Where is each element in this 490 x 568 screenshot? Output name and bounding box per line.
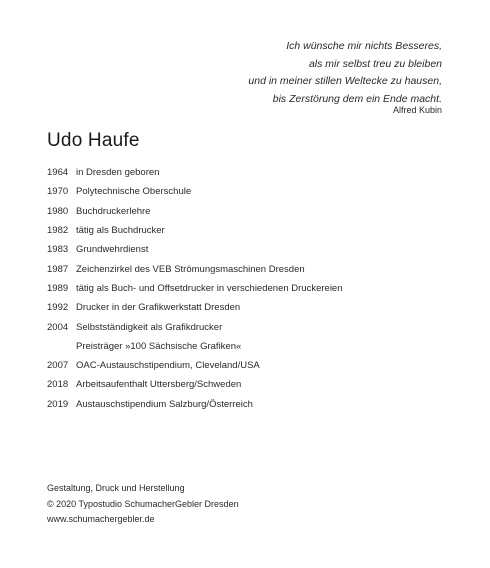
colophon bbox=[47, 481, 239, 528]
colophon-credit: Gestaltung, Druck und Herstellung bbox=[47, 483, 185, 493]
bio-text: Buchdruckerlehre bbox=[76, 205, 151, 217]
bio-year: 1987 bbox=[47, 263, 69, 275]
bio-year: 1970 bbox=[47, 186, 69, 198]
bio-year: 1983 bbox=[47, 244, 69, 256]
bio-row bbox=[47, 375, 447, 394]
bio-row bbox=[47, 298, 447, 317]
artist-name: Udo Haufe bbox=[47, 130, 140, 151]
bio-text: OAC-Austauschstipendium, Cleveland/USA bbox=[76, 360, 260, 372]
colophon-website: www.schumachergebler.de bbox=[47, 514, 155, 524]
bio-year: 2019 bbox=[47, 398, 69, 410]
bio-year: 1964 bbox=[47, 167, 69, 179]
biography-list bbox=[47, 163, 447, 414]
bio-row bbox=[47, 182, 447, 201]
bio-row bbox=[47, 279, 447, 298]
colophon-copyright: © 2020 Typostudio SchumacherGebler Dresden bbox=[47, 498, 239, 509]
epigraph-quote bbox=[142, 38, 442, 108]
bio-text: in Dresden geboren bbox=[76, 167, 160, 179]
bio-year: 2004 bbox=[47, 321, 69, 333]
quote-line: und in meiner stillen Weltecke zu hausen, bbox=[248, 75, 442, 87]
bio-text: Zeichenzirkel des VEB Strömungsmaschinen Dresden bbox=[76, 263, 305, 275]
bio-text: tätig als Buch- und Offsetdrucker in verschiedenen Druckereien bbox=[76, 282, 343, 294]
bio-text: Selbstständigkeit als Grafikdrucker bbox=[76, 321, 223, 333]
bio-row bbox=[47, 317, 447, 336]
bio-row bbox=[47, 356, 447, 375]
bio-row bbox=[47, 221, 447, 240]
quote-line: als mir selbst treu zu bleiben bbox=[308, 57, 442, 70]
bio-row bbox=[47, 395, 447, 414]
bio-year: 2018 bbox=[47, 379, 69, 391]
bio-year: 1992 bbox=[47, 302, 69, 314]
bio-row bbox=[47, 337, 447, 356]
bio-year: 1980 bbox=[47, 205, 69, 217]
bio-row bbox=[47, 240, 447, 259]
bio-text: Drucker in der Grafikwerkstatt Dresden bbox=[76, 302, 241, 314]
bio-year: 1989 bbox=[47, 282, 69, 294]
quote-author: Alfred Kubin bbox=[392, 105, 442, 115]
bio-row bbox=[47, 202, 447, 221]
bio-row bbox=[47, 163, 447, 182]
bio-text: Polytechnische Oberschule bbox=[76, 186, 192, 198]
quote-line: bis Zerstörung dem ein Ende macht. bbox=[272, 92, 442, 105]
bio-row bbox=[47, 259, 447, 278]
bio-text: Grundwehrdienst bbox=[76, 244, 149, 256]
bio-text: tätig als Buchdrucker bbox=[76, 225, 165, 237]
bio-year: 2007 bbox=[47, 360, 69, 372]
quote-line: Ich wünsche mir nichts Besseres, bbox=[286, 40, 442, 52]
bio-year: 1982 bbox=[47, 225, 69, 237]
bio-text: Austauschstipendium Salzburg/Österreich bbox=[76, 398, 253, 410]
bio-text: Preisträger »100 Sächsische Grafiken« bbox=[76, 340, 242, 352]
bio-text: Arbeitsaufenthalt Uttersberg/Schweden bbox=[76, 379, 242, 391]
